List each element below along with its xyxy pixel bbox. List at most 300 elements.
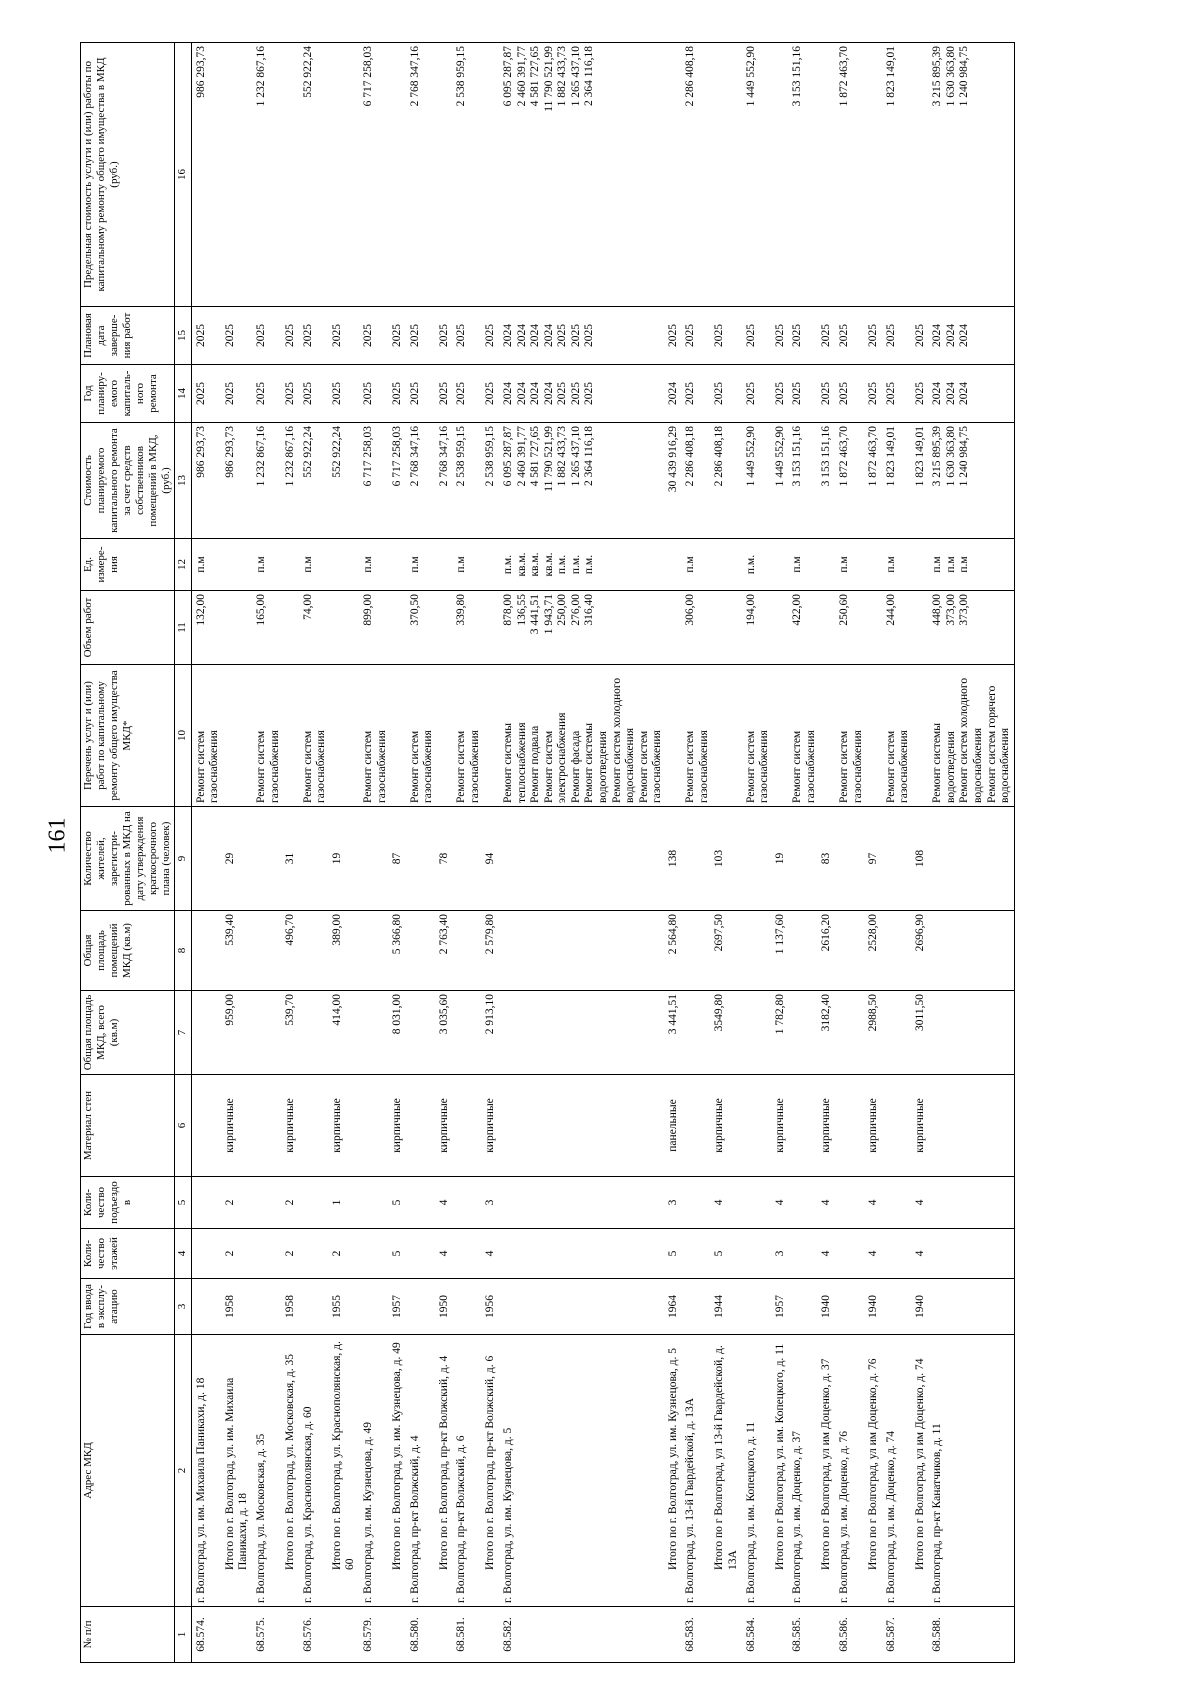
planned-year-value: 2025 — [583, 382, 596, 405]
column-number: 14 — [174, 365, 191, 423]
work-type — [390, 665, 406, 807]
planned-year-value: 2025 — [361, 382, 374, 405]
entrances — [191, 1177, 223, 1229]
unit-value: п.м — [255, 556, 268, 573]
limit-cost — [712, 43, 741, 307]
rooms-area: 2528,00 — [866, 911, 882, 991]
repair-cost — [819, 423, 835, 539]
work-type-value: Ремонт систем газоснабжения — [361, 730, 388, 803]
wall-material — [359, 1075, 390, 1177]
limit-cost — [913, 43, 929, 307]
address: Итого по г. Волгоград, пр-кт Волжский, д. 6 — [483, 1335, 499, 1607]
work-type-value: Ремонт систем газоснабжения — [301, 730, 328, 803]
floors: 2 — [330, 1229, 359, 1279]
entrances — [359, 1177, 390, 1229]
completion-date-value: 2025 — [437, 324, 450, 347]
planned-year-value: 2024 — [502, 382, 515, 405]
total-row — [390, 43, 406, 1663]
unit — [499, 539, 666, 591]
completion-date — [788, 307, 819, 365]
wall-material — [499, 1075, 666, 1177]
floors — [499, 1229, 666, 1279]
repair-cost — [681, 423, 712, 539]
repair-cost-value: 6 717 258,03 — [391, 426, 404, 487]
total-area: 3 441,51 — [666, 991, 682, 1075]
limit-cost — [773, 43, 789, 307]
residents — [299, 807, 330, 911]
work-type — [819, 665, 835, 807]
entrances: 2 — [223, 1177, 252, 1229]
repair-cost — [666, 423, 682, 539]
work-volume — [452, 591, 483, 665]
completion-date-value: 2024 — [944, 324, 957, 347]
limit-cost — [330, 43, 359, 307]
address: г. Волгоград, пр-кт Канатчиков, д. 11 — [928, 1335, 1014, 1607]
completion-date-value: 2025 — [666, 324, 679, 347]
unit-value: п.м — [837, 556, 850, 573]
planned-year — [283, 365, 299, 423]
wall-material — [835, 1075, 866, 1177]
work-volume-value: 316,40 — [583, 594, 596, 626]
wall-material — [742, 1075, 773, 1177]
unit — [452, 539, 483, 591]
completion-date — [712, 307, 741, 365]
row-number — [483, 1607, 499, 1663]
row-number: 68.584. — [742, 1607, 773, 1663]
repair-cost-value: 2 538 959,15 — [455, 426, 468, 487]
column-header: Ед. измере-ния — [81, 539, 175, 591]
work-volume — [499, 591, 666, 665]
planned-year-value: 2025 — [284, 382, 297, 405]
residents: 103 — [712, 807, 741, 911]
limit-cost — [882, 43, 913, 307]
limit-cost — [223, 43, 252, 307]
work-volume-value: 422,00 — [791, 594, 804, 626]
address: г. Волгоград, ул. им. Кузнецова, д. 49 — [359, 1335, 390, 1607]
limit-cost-value: 2 768 347,16 — [408, 46, 421, 107]
entrances — [788, 1177, 819, 1229]
work-type-value: Ремонт систем электроснабжения — [542, 712, 569, 803]
planned-year-value: 2025 — [194, 382, 207, 405]
work-type-value: Ремонт систем газоснабжения — [194, 730, 221, 803]
planned-year — [452, 365, 483, 423]
table-row — [406, 43, 437, 1663]
total-area — [452, 991, 483, 1075]
column-header: Плановая дата заверше-ния работ — [81, 307, 175, 365]
planned-year — [835, 365, 866, 423]
planned-year — [252, 365, 283, 423]
completion-date — [223, 307, 252, 365]
work-volume — [819, 591, 835, 665]
unit — [330, 539, 359, 591]
address: Итого по г Волгоград, ул им Доценко, д. 74 — [913, 1335, 929, 1607]
address: г. Волгоград, ул. Московская, д. 35 — [252, 1335, 283, 1607]
repair-cost — [882, 423, 913, 539]
completion-date — [283, 307, 299, 365]
planned-year-value: 2025 — [884, 382, 897, 405]
completion-date-value: 2025 — [583, 324, 596, 347]
column-number: 10 — [174, 665, 191, 807]
repair-cost-value: 4 581 727,65 — [529, 426, 542, 487]
work-volume-value: 878,00 — [502, 594, 515, 626]
limit-cost — [452, 43, 483, 307]
repair-cost-value: 986 293,73 — [223, 426, 236, 478]
work-type-value: Ремонт фасада — [569, 730, 582, 803]
completion-date — [866, 307, 882, 365]
unit-value: п.м. — [569, 554, 582, 575]
commission-year — [191, 1279, 223, 1335]
planned-year — [390, 365, 406, 423]
wall-material — [299, 1075, 330, 1177]
residents: 19 — [773, 807, 789, 911]
repair-cost-value: 1 240 984,75 — [958, 426, 971, 487]
completion-date-value: 2025 — [791, 324, 804, 347]
repair-cost-value: 2 364 116,18 — [583, 426, 596, 486]
work-volume-value: 132,00 — [194, 594, 207, 626]
unit-value: п.м — [684, 556, 697, 573]
column-header: Предельная стоимость услуги и (или) работы по капитальному ремонту общего имущества в МКД (руб.) — [81, 43, 175, 307]
wall-material — [681, 1075, 712, 1177]
completion-date-value: 2024 — [931, 324, 944, 347]
work-volume — [359, 591, 390, 665]
wall-material: кирпичные — [390, 1075, 406, 1177]
rooms-area: 2696,90 — [913, 911, 929, 991]
planned-year — [406, 365, 437, 423]
unit-value: п.м — [884, 556, 897, 573]
completion-date-value: 2025 — [408, 324, 421, 347]
limit-cost-value: 3 153 151,16 — [791, 46, 804, 107]
repair-cost — [252, 423, 283, 539]
planned-year-value: 2025 — [408, 382, 421, 405]
completion-date-value: 2025 — [391, 324, 404, 347]
repair-cost-value: 1 872 463,70 — [837, 426, 850, 487]
work-volume-value: 3 441,51 — [529, 594, 542, 635]
work-volume-value: 194,00 — [744, 594, 757, 626]
completion-date — [666, 307, 682, 365]
entrances: 4 — [773, 1177, 789, 1229]
work-volume-value: 306,00 — [684, 594, 697, 626]
wall-material: панельные — [666, 1075, 682, 1177]
column-header: Перечень услуг и (или) работ по капитальному ремонту общего имущества МКД* — [81, 665, 175, 807]
total-area — [928, 991, 1014, 1075]
row-number: 68.579. — [359, 1607, 390, 1663]
work-type — [882, 665, 913, 807]
entrances — [681, 1177, 712, 1229]
repair-cost — [773, 423, 789, 539]
limit-cost — [866, 43, 882, 307]
unit-value: кв.м. — [542, 552, 555, 577]
table-row — [191, 43, 223, 1663]
address: Итого по г. Волгоград, ул. им. Михаила Паникахи, д. 18 — [223, 1335, 252, 1607]
limit-cost — [299, 43, 330, 307]
work-type — [499, 665, 666, 807]
limit-cost — [252, 43, 283, 307]
table-container — [80, 43, 1140, 1663]
rooms-area: 2 763,40 — [437, 911, 453, 991]
wall-material — [452, 1075, 483, 1177]
unit-value: п.м — [361, 556, 374, 573]
address: Итого по г. Волгоград, ул. им. Кузнецова, д. 49 — [390, 1335, 406, 1607]
completion-date-value: 2024 — [958, 324, 971, 347]
row-number — [866, 1607, 882, 1663]
rooms-area: 2 564,80 — [666, 911, 682, 991]
repair-cost — [913, 423, 929, 539]
address: г. Волгоград, ул. им. Михаила Паникахи, д. 18 — [191, 1335, 223, 1607]
floors: 4 — [819, 1229, 835, 1279]
residents: 94 — [483, 807, 499, 911]
row-number: 68.583. — [681, 1607, 712, 1663]
column-header: № п/п — [81, 1607, 175, 1663]
repair-cost — [835, 423, 866, 539]
work-type — [437, 665, 453, 807]
unit — [666, 539, 682, 591]
limit-cost-value: 3 215 895,39 — [931, 46, 944, 107]
column-header: Адрес МКД — [81, 1335, 175, 1607]
residents — [452, 807, 483, 911]
floors — [681, 1229, 712, 1279]
wall-material: кирпичные — [712, 1075, 741, 1177]
entrances: 4 — [437, 1177, 453, 1229]
unit-value: п.м — [408, 556, 421, 573]
limit-cost-value: 6 095 287,87 — [502, 46, 515, 107]
rooms-area — [252, 911, 283, 991]
completion-date-value: 2025 — [301, 324, 314, 347]
commission-year — [359, 1279, 390, 1335]
work-type — [788, 665, 819, 807]
wall-material: кирпичные — [773, 1075, 789, 1177]
limit-cost-value: 2 286 408,18 — [684, 46, 697, 107]
commission-year — [406, 1279, 437, 1335]
planned-year — [773, 365, 789, 423]
limit-cost — [283, 43, 299, 307]
completion-date-value: 2025 — [820, 324, 833, 347]
wall-material: кирпичные — [330, 1075, 359, 1177]
repair-cost-value: 552 922,24 — [330, 426, 343, 478]
limit-cost — [819, 43, 835, 307]
column-number: 7 — [174, 991, 191, 1075]
unit — [928, 539, 1014, 591]
row-number: 68.587. — [882, 1607, 913, 1663]
repair-cost-value: 2 286 408,18 — [684, 426, 697, 487]
rooms-area — [742, 911, 773, 991]
total-area: 3 035,60 — [437, 991, 453, 1075]
completion-date — [299, 307, 330, 365]
rooms-area — [835, 911, 866, 991]
total-area — [359, 991, 390, 1075]
planned-year — [928, 365, 1014, 423]
row-number — [773, 1607, 789, 1663]
completion-date-value: 2025 — [867, 324, 880, 347]
work-volume — [390, 591, 406, 665]
planned-year-value: 2025 — [684, 382, 697, 405]
floors: 5 — [390, 1229, 406, 1279]
completion-date — [252, 307, 283, 365]
table-row — [742, 43, 773, 1663]
rooms-area — [359, 911, 390, 991]
repair-cost — [742, 423, 773, 539]
column-number: 8 — [174, 911, 191, 991]
total-row — [712, 43, 741, 1663]
repair-cost-value: 2 286 408,18 — [713, 426, 726, 487]
planned-year-value: 2025 — [837, 382, 850, 405]
unit-value: кв.м. — [515, 552, 528, 577]
total-area — [835, 991, 866, 1075]
limit-cost-value: 1 449 552,90 — [744, 46, 757, 107]
planned-year-value: 2025 — [255, 382, 268, 405]
planned-year — [223, 365, 252, 423]
unit — [483, 539, 499, 591]
work-volume — [437, 591, 453, 665]
completion-date-value: 2025 — [361, 324, 374, 347]
unit — [712, 539, 741, 591]
total-area: 539,70 — [283, 991, 299, 1075]
column-number: 5 — [174, 1177, 191, 1229]
work-volume-value: 276,00 — [569, 594, 582, 626]
commission-year: 1958 — [223, 1279, 252, 1335]
total-area: 1 782,80 — [773, 991, 789, 1075]
address: Итого по г Волгоград, ул. им. Копецкого, д. 11 — [773, 1335, 789, 1607]
commission-year — [252, 1279, 283, 1335]
limit-cost-value: 1 265 437,10 — [569, 46, 582, 107]
residents — [252, 807, 283, 911]
column-number: 2 — [174, 1335, 191, 1607]
row-number — [666, 1607, 682, 1663]
total-row — [666, 43, 682, 1663]
wall-material — [928, 1075, 1014, 1177]
work-type — [742, 665, 773, 807]
unit — [390, 539, 406, 591]
floors — [452, 1229, 483, 1279]
planned-year-value: 2024 — [515, 382, 528, 405]
residents — [681, 807, 712, 911]
unit-value: кв.м. — [529, 552, 542, 577]
work-type — [330, 665, 359, 807]
address: г. Волгоград, ул. им. Копецкого, д. 11 — [742, 1335, 773, 1607]
entrances: 4 — [712, 1177, 741, 1229]
unit — [299, 539, 330, 591]
unit — [283, 539, 299, 591]
work-type — [483, 665, 499, 807]
work-type — [913, 665, 929, 807]
planned-year-value: 2025 — [867, 382, 880, 405]
work-type — [835, 665, 866, 807]
entrances: 1 — [330, 1177, 359, 1229]
address: г. Волгоград, ул. им. Доценко, д. 74 — [882, 1335, 913, 1607]
total-area — [191, 991, 223, 1075]
completion-date — [191, 307, 223, 365]
limit-cost-value: 1 823 149,01 — [884, 46, 897, 107]
unit-value: п.м — [194, 556, 207, 573]
work-type — [191, 665, 223, 807]
work-type-value: Ремонт систем газоснабжения — [455, 730, 481, 803]
work-type-value: Ремонт систем газоснабжения — [837, 730, 864, 803]
work-type-value: Ремонт систем газоснабжения — [684, 730, 710, 803]
planned-year-value: 2024 — [944, 382, 957, 405]
work-volume — [406, 591, 437, 665]
column-number: 4 — [174, 1229, 191, 1279]
floors — [835, 1229, 866, 1279]
planned-year-value: 2025 — [913, 382, 926, 405]
repair-cost — [223, 423, 252, 539]
work-type-value: Ремонт системы водоотведения — [931, 723, 957, 803]
total-row — [483, 43, 499, 1663]
row-number — [223, 1607, 252, 1663]
completion-date — [483, 307, 499, 365]
work-type-value: Ремонт систем горячего водоснабжения — [985, 685, 1012, 803]
rooms-area: 2 579,80 — [483, 911, 499, 991]
repair-cost-value: 3 215 895,39 — [931, 426, 944, 487]
unit — [406, 539, 437, 591]
row-number — [390, 1607, 406, 1663]
completion-date — [330, 307, 359, 365]
address: г. Волгоград, ул. Краснополянская, д. 60 — [299, 1335, 330, 1607]
completion-date — [835, 307, 866, 365]
column-header: Коли-чество подъездо в — [81, 1177, 175, 1229]
rooms-area: 5 366,80 — [390, 911, 406, 991]
unit-value: п.м. — [744, 554, 757, 575]
planned-year-value: 2025 — [437, 382, 450, 405]
work-volume — [742, 591, 773, 665]
repair-cost-value: 11 790 521,99 — [542, 426, 555, 492]
planned-year-value: 2025 — [391, 382, 404, 405]
row-number: 68.588. — [928, 1607, 1014, 1663]
total-area — [882, 991, 913, 1075]
table-row — [882, 43, 913, 1663]
page-number: 161 — [44, 817, 71, 854]
address: Итого по г Волгоград, ул им Доценко, д. 37 — [819, 1335, 835, 1607]
row-number: 68.585. — [788, 1607, 819, 1663]
work-volume — [666, 591, 682, 665]
column-number: 15 — [174, 307, 191, 365]
row-number — [819, 1607, 835, 1663]
residents — [359, 807, 390, 911]
work-type — [681, 665, 712, 807]
planned-year-value: 2025 — [556, 382, 569, 405]
completion-date-value: 2025 — [284, 324, 297, 347]
residents: 78 — [437, 807, 453, 911]
work-type — [452, 665, 483, 807]
repair-cost — [866, 423, 882, 539]
work-type — [928, 665, 1014, 807]
residents: 138 — [666, 807, 682, 911]
work-type-value: Ремонт систем газоснабжения — [884, 730, 911, 803]
work-type-value: Ремонт систем газоснабжения — [637, 730, 664, 803]
unit — [191, 539, 223, 591]
limit-cost — [359, 43, 390, 307]
completion-date-value: 2025 — [223, 324, 236, 347]
work-volume-value: 136,55 — [515, 594, 528, 626]
completion-date-value: 2025 — [569, 324, 582, 347]
commission-year: 1956 — [483, 1279, 499, 1335]
unit — [773, 539, 789, 591]
work-volume — [866, 591, 882, 665]
limit-cost-value: 1 232 867,16 — [255, 46, 268, 107]
limit-cost — [191, 43, 223, 307]
commission-year — [299, 1279, 330, 1335]
floors — [252, 1229, 283, 1279]
address: Итого по г Волгоград, ул им Доценко, д. 76 — [866, 1335, 882, 1607]
work-volume — [191, 591, 223, 665]
work-type-value: Ремонт систем холодного водоснабжения — [958, 677, 985, 803]
total-area — [499, 991, 666, 1075]
unit — [866, 539, 882, 591]
repair-cost — [406, 423, 437, 539]
row-number — [330, 1607, 359, 1663]
address: Итого по г. Волгоград, пр-кт Волжский, д. 4 — [437, 1335, 453, 1607]
entrances — [742, 1177, 773, 1229]
commission-year — [499, 1279, 666, 1335]
planned-year-value: 2025 — [744, 382, 757, 405]
